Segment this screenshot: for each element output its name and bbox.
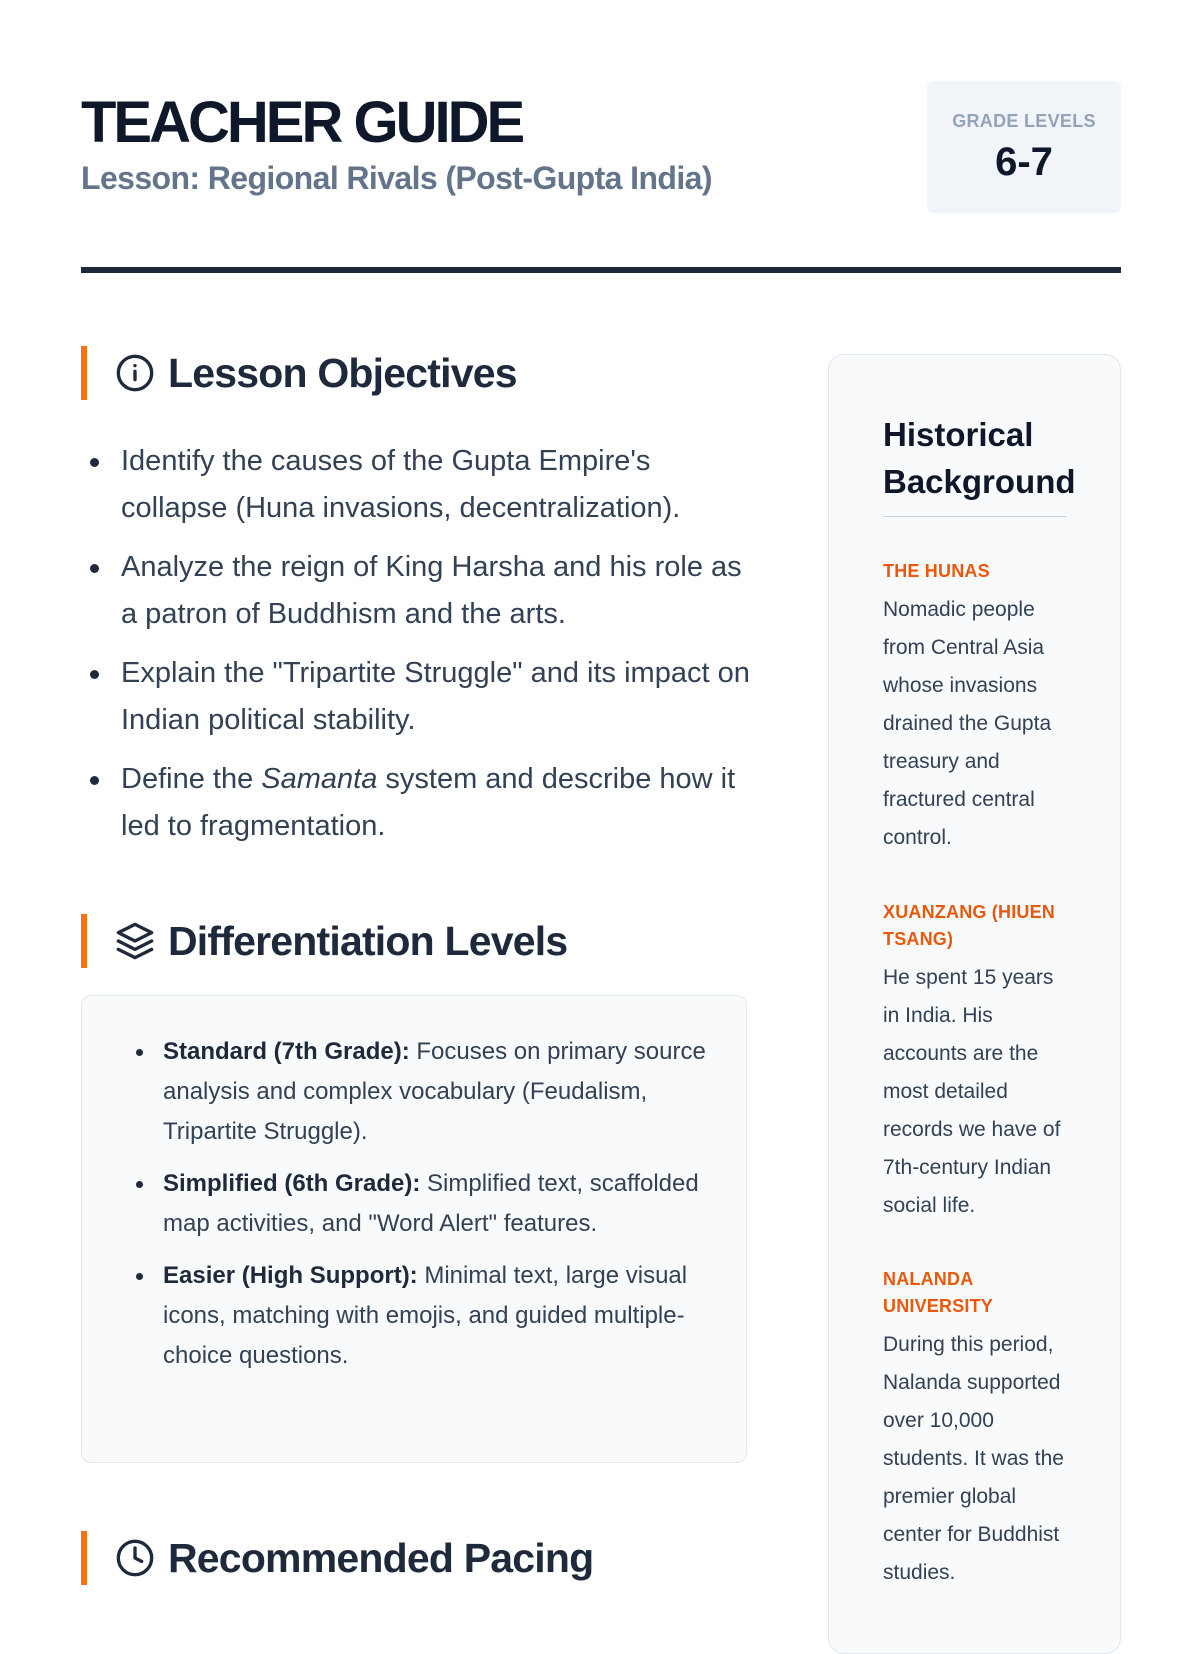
section-accent-bar (81, 346, 87, 400)
objective-item: Define the Samanta system and describe how it led to fragmentation. (81, 756, 751, 850)
differentiation-card (81, 995, 747, 1463)
grade-levels-label: GRADE LEVELS (952, 111, 1096, 131)
samanta-term: Samanta (261, 763, 378, 795)
objectives-list (81, 438, 751, 862)
sidebar-divider (883, 516, 1067, 517)
level-label: Standard (7th Grade): (163, 1038, 410, 1065)
differentiation-section-header (81, 914, 751, 968)
differentiation-list (82, 1032, 746, 1388)
grade-levels-value: 6-7 (995, 140, 1053, 184)
info-icon (115, 353, 155, 393)
historical-background-sidebar (828, 354, 1121, 1654)
entry-text: He spent 15 years in India. His accounts are the most detailed records we have of 7th-century Indian social life. (883, 966, 1061, 1217)
objective-item: Identify the causes of the Gupta Empire's collapse (Huna invasions, decentralization). (81, 438, 751, 532)
page-header (81, 78, 1121, 278)
pacing-section-header (81, 1531, 751, 1585)
entry-text: During this period, Nalanda supported over 10,000 students. It was the premier global center for Buddhist studies. (883, 1333, 1064, 1584)
grade-levels-badge (927, 81, 1121, 213)
entry-heading: XUANZANG (HIUEN TSANG) (883, 902, 1055, 949)
background-entry (883, 1266, 1067, 1592)
header-divider (81, 267, 1121, 273)
clock-icon (115, 1538, 155, 1578)
level-label: Simplified (6th Grade): (163, 1170, 421, 1197)
level-label: Easier (High Support): (163, 1262, 418, 1289)
differentiation-heading: Differentiation Levels (168, 918, 568, 964)
entry-heading: NALANDA UNIVERSITY (883, 1269, 994, 1316)
differentiation-item: Simplified (6th Grade): Simplified text, scaffolded map activities, and "Word Alert" features. (82, 1164, 746, 1244)
layers-icon (115, 921, 155, 961)
pacing-heading: Recommended Pacing (168, 1535, 594, 1581)
objective-item: Explain the "Tripartite Struggle" and its impact on Indian political stability. (81, 650, 751, 744)
background-entry (883, 899, 1067, 1225)
sidebar-title: Historical Background (883, 416, 1076, 500)
objective-item: Analyze the reign of King Harsha and his role as a patron of Buddhism and the arts. (81, 544, 751, 638)
section-accent-bar (81, 1531, 87, 1585)
entry-heading: THE HUNAS (883, 561, 990, 581)
background-entry (883, 558, 1067, 857)
differentiation-item: Easier (High Support): Minimal text, large visual icons, matching with emojis, and guided multiple-choice questions. (82, 1256, 746, 1376)
lesson-subtitle: Lesson: Regional Rivals (Post-Gupta India) (81, 160, 712, 196)
page-title: TEACHER GUIDE (81, 90, 523, 155)
section-accent-bar (81, 914, 87, 968)
differentiation-item: Standard (7th Grade): Focuses on primary source analysis and complex vocabulary (Feudalism, Tripartite Struggle). (82, 1032, 746, 1152)
objectives-heading: Lesson Objectives (168, 350, 517, 396)
objectives-section-header (81, 346, 751, 400)
entry-text: Nomadic people from Central Asia whose invasions drained the Gupta treasury and fractured central control. (883, 598, 1052, 849)
